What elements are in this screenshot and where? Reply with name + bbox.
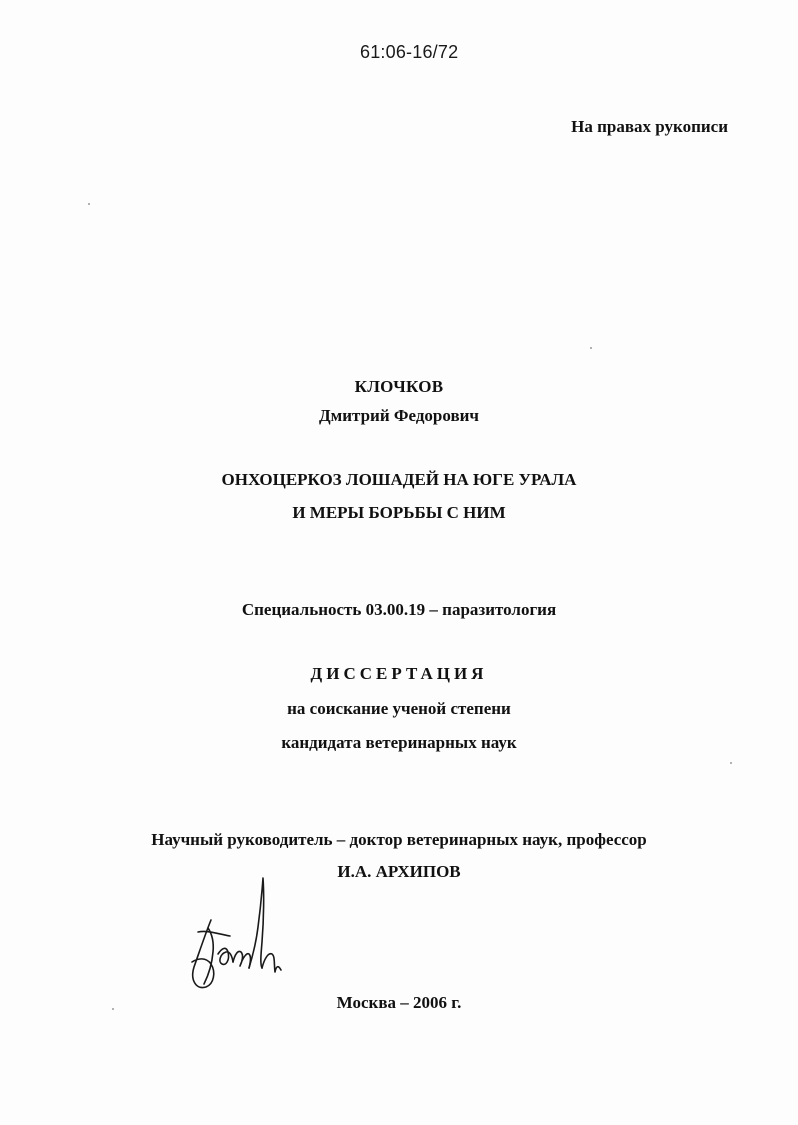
scan-speck — [590, 347, 592, 349]
degree-line-1: на соискание ученой степени — [287, 699, 511, 718]
scan-speck — [730, 762, 732, 764]
author-name: Дмитрий Федорович — [318, 406, 480, 425]
supervisor-name: И.А. АРХИПОВ — [337, 862, 461, 881]
document-type: ДИССЕРТАЦИЯ — [310, 664, 488, 683]
scan-speck — [112, 1008, 114, 1010]
thesis-title-line-2: И МЕРЫ БОРЬБЫ С НИМ — [292, 503, 506, 522]
degree-line-2: кандидата ветеринарных наук — [281, 733, 517, 752]
scan-speck — [88, 203, 90, 205]
thesis-title-line-1: ОНХОЦЕРКОЗ ЛОШАДЕЙ НА ЮГЕ УРАЛА — [221, 470, 577, 489]
author-surname: КЛОЧКОВ — [354, 377, 444, 396]
place-and-year: Москва – 2006 г. — [336, 993, 462, 1012]
rights-notice: На правах рукописи — [571, 117, 728, 136]
handwritten-signature-icon — [178, 872, 293, 1002]
signature-strokes — [192, 878, 281, 988]
archive-code: 61:06-16/72 — [360, 42, 459, 62]
supervisor-role: Научный руководитель – доктор ветеринарных наук, профессор — [151, 830, 647, 849]
specialty: Специальность 03.00.19 – паразитология — [241, 600, 557, 619]
